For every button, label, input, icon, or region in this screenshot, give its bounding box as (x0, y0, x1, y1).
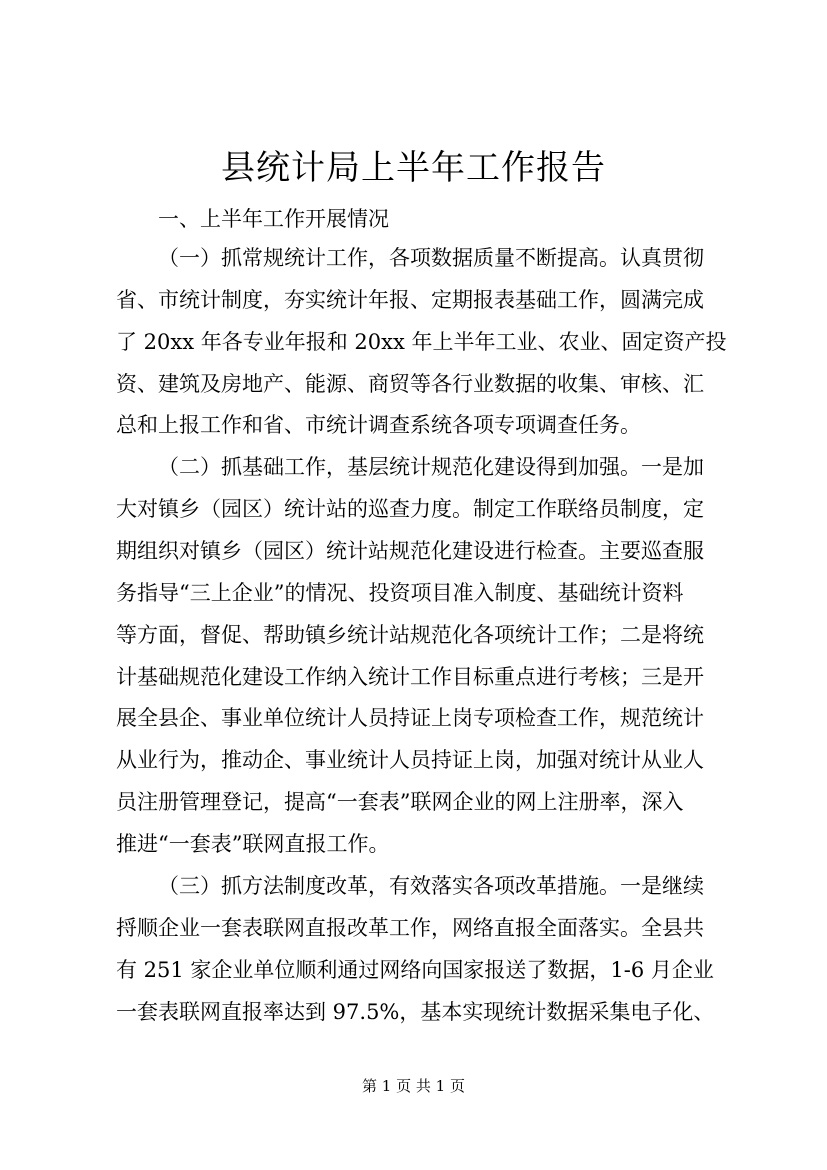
paragraph-1-line: 总和上报工作和省、市统计调查系统各项专项调查任务。 (116, 413, 641, 437)
paragraph-2-line: 从业行为，推动企、事业统计人员持证上岗，加强对统计从业人 (116, 748, 704, 772)
section-heading: 一、上半年工作开展情况 (158, 207, 389, 231)
paragraph-1-line: （一）抓常规统计工作，各项数据质量不断提高。认真贯彻 (158, 246, 704, 270)
paragraph-2-line: （二）抓基础工作，基层统计规范化建设得到加强。一是加 (158, 455, 704, 479)
paragraph-1-line: 省、市统计制度，夯实统计年报、定期报表基础工作，圆满完成 (116, 288, 704, 312)
paragraph-2-line: 务指导“三上企业”的情况、投资项目准入制度、基础统计资料 (116, 581, 684, 605)
paragraph-1-line: 资、建筑及房地产、能源、商贸等各行业数据的收集、审核、汇 (116, 372, 704, 396)
paragraph-2-line: 计基础规范化建设工作纳入统计工作目标重点进行考核；三是开 (116, 665, 704, 689)
page-footer: 第 1 页 共 1 页 (362, 1077, 465, 1095)
paragraph-3-line: 一套表联网直报率达到 97.5%，基本实现统计数据采集电子化、 (116, 1000, 715, 1024)
paragraph-3-line: （三）抓方法制度改革，有效落实各项改革措施。一是继续 (158, 874, 704, 898)
paragraph-1-line: 了 20xx 年各专业年报和 20xx 年上半年工业、农业、固定资产投 (116, 330, 727, 354)
paragraph-2-line: 推进“一套表”联网直报工作。 (116, 832, 390, 856)
paragraph-2-line: 大对镇乡（园区）统计站的巡查力度。制定工作联络员制度，定 (116, 497, 704, 521)
document-title: 县统计局上半年工作报告 (221, 148, 606, 188)
paragraph-3-line: 捋顺企业一套表联网直报改革工作，网络直报全面落实。全县共 (116, 916, 704, 940)
paragraph-2-line: 期组织对镇乡（园区）统计站规范化建设进行检查。主要巡查服 (116, 539, 704, 563)
paragraph-2-line: 员注册管理登记，提高“一套表”联网企业的网上注册率，深入 (116, 790, 684, 814)
paragraph-3-line: 有 251 家企业单位顺利通过网络向国家报送了数据，1-6 月企业 (116, 958, 714, 982)
paragraph-2-line: 等方面，督促、帮助镇乡统计站规范化各项统计工作；二是将统 (116, 623, 704, 647)
paragraph-2-line: 展全县企、事业单位统计人员持证上岗专项检查工作，规范统计 (116, 706, 704, 730)
